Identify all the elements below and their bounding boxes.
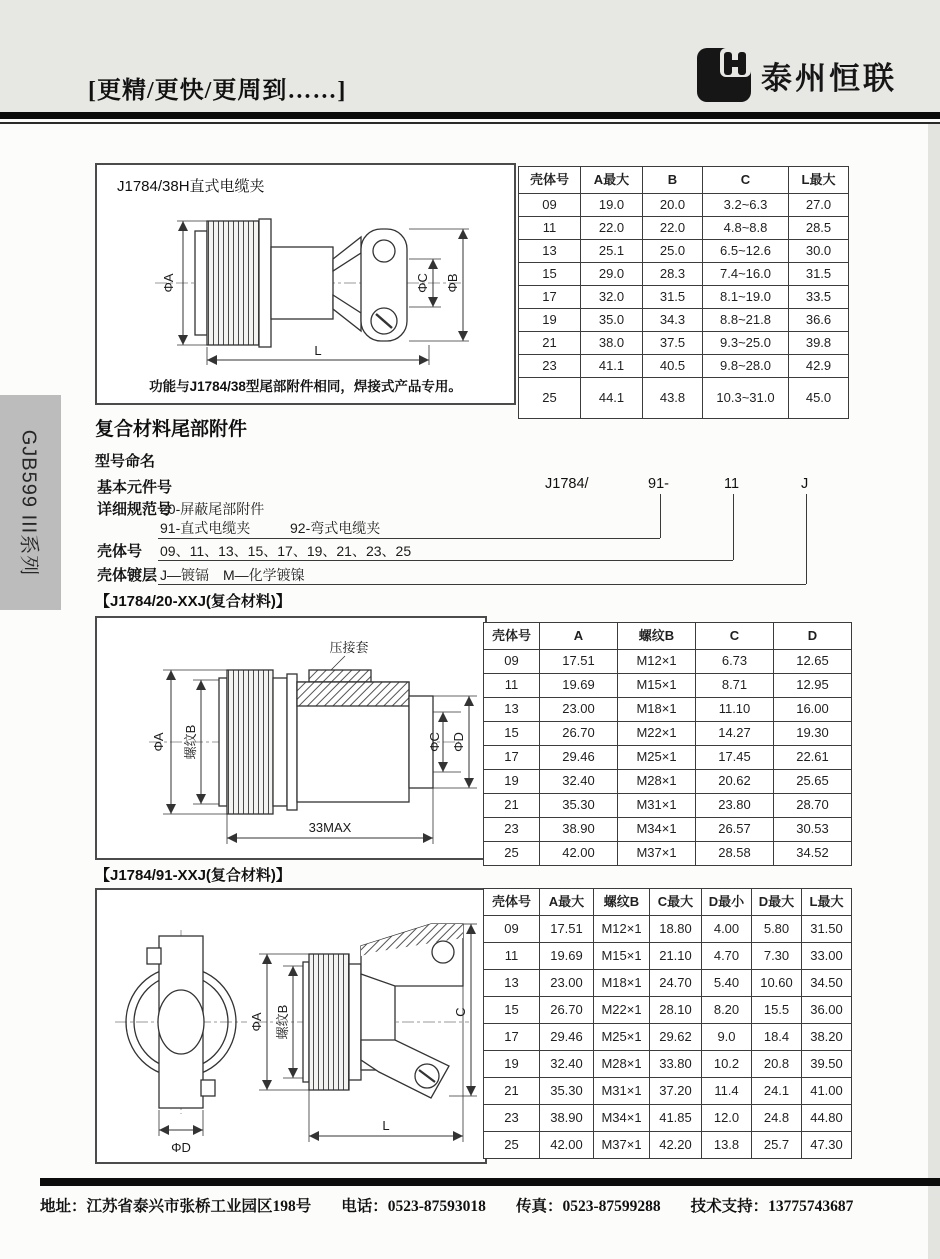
table-cell: 42.20	[650, 1132, 702, 1159]
table-cell: 11	[484, 674, 540, 698]
table-cell: 42.9	[789, 355, 849, 378]
table-cell: M31×1	[618, 794, 696, 818]
table-cell: 26.70	[540, 997, 594, 1024]
table-cell: 28.5	[789, 217, 849, 240]
table-cell: 23.00	[540, 698, 618, 722]
table-cell: M28×1	[594, 1051, 650, 1078]
dim-label-c: C	[453, 1007, 468, 1017]
leader-line-plating-vertical	[806, 494, 807, 584]
dim-label-thread-b: 螺纹B	[183, 724, 198, 760]
table-cell: 24.8	[752, 1105, 802, 1132]
table-cell: 8.71	[696, 674, 774, 698]
dim-label-l: L	[314, 343, 322, 358]
series-label: GJB599 III系列	[17, 429, 39, 576]
table-cell: 12.0	[702, 1105, 752, 1132]
table-cell: 16.00	[774, 698, 852, 722]
table-cell: M12×1	[594, 916, 650, 943]
table-cell: 9.0	[702, 1024, 752, 1051]
dim-label-phi-a: ΦA	[249, 1012, 264, 1032]
footer-tech-support: 技术支持：13775743687	[690, 1198, 854, 1215]
table-row	[484, 698, 852, 722]
table-cell: 9.8~28.0	[703, 355, 789, 378]
table-cell: 09	[484, 650, 540, 674]
table-row	[484, 650, 852, 674]
table-cell: 25	[484, 1132, 540, 1159]
dim-label-phi-b: ΦB	[445, 273, 460, 293]
table-row	[484, 970, 852, 997]
column-header: 壳体号	[484, 889, 540, 916]
column-header: L最大	[789, 167, 849, 194]
dim-label-phi-c: ΦC	[415, 273, 430, 293]
table-cell: 28.58	[696, 842, 774, 866]
table-cell: 19.69	[540, 674, 618, 698]
spec-option-92: 92-弯式电缆夹	[290, 520, 381, 536]
header-divider-line	[0, 122, 940, 124]
dim-label-phi-c: ΦC	[427, 732, 442, 752]
table-cell: 17.51	[540, 916, 594, 943]
table-cell: 20.0	[643, 194, 703, 217]
table-cell: 4.8~8.8	[703, 217, 789, 240]
table-cell: 09	[484, 916, 540, 943]
table-row	[484, 722, 852, 746]
table-cell: 10.3~31.0	[703, 378, 789, 419]
table-cell: 25.0	[643, 240, 703, 263]
table-cell: 25.65	[774, 770, 852, 794]
table-cell: 39.50	[802, 1051, 852, 1078]
table-cell: 36.6	[789, 309, 849, 332]
table-cell: 22.0	[643, 217, 703, 240]
table-cell: 37.20	[650, 1078, 702, 1105]
table-cell: 23	[519, 355, 581, 378]
table-cell: 44.80	[802, 1105, 852, 1132]
code-token-base: J1784/	[545, 476, 589, 492]
dim-label-thread-b: 螺纹B	[275, 1004, 290, 1040]
table-cell: 44.1	[581, 378, 643, 419]
column-header: 螺纹B	[618, 623, 696, 650]
table-cell: 17.51	[540, 650, 618, 674]
table-cell: 5.40	[702, 970, 752, 997]
table-cell: 27.0	[789, 194, 849, 217]
footer-contact-info	[40, 1194, 920, 1216]
table-cell: 19	[484, 770, 540, 794]
table-cell: 13	[484, 698, 540, 722]
table-cell: 32.0	[581, 286, 643, 309]
table-row	[519, 309, 849, 332]
table-cell: 14.27	[696, 722, 774, 746]
table-cell: 20.8	[752, 1051, 802, 1078]
table-cell: 37.5	[643, 332, 703, 355]
table-cell: 13.8	[702, 1132, 752, 1159]
table-cell: 15	[484, 722, 540, 746]
plating-values: J—镀镉 M—化学镀镍	[160, 567, 305, 583]
table-cell: 35.30	[540, 794, 618, 818]
column-header: A最大	[581, 167, 643, 194]
table-row	[484, 1024, 852, 1051]
footer-phone: 电话：0523-87593018	[341, 1198, 486, 1215]
table-cell: 17	[484, 1024, 540, 1051]
drawing-box-j1784-20	[95, 616, 487, 860]
column-header: D最大	[752, 889, 802, 916]
table-row	[519, 332, 849, 355]
column-header: L最大	[802, 889, 852, 916]
spec-option-91: 91-直式电缆夹	[160, 520, 251, 536]
table-cell: 26.57	[696, 818, 774, 842]
section-heading: 复合材料尾部附件	[95, 419, 248, 440]
table-cell: 8.8~21.8	[703, 309, 789, 332]
table-cell: 8.20	[702, 997, 752, 1024]
table-cell: 18.80	[650, 916, 702, 943]
table-cell: 17.45	[696, 746, 774, 770]
table-cell: 6.5~12.6	[703, 240, 789, 263]
table-cell: 13	[484, 970, 540, 997]
table-cell: 38.90	[540, 818, 618, 842]
leader-line-shell-vertical	[733, 494, 734, 560]
shielded-rear-accessory-drawing	[97, 618, 481, 854]
table-cell: 42.00	[540, 1132, 594, 1159]
table-cell: 32.40	[540, 1051, 594, 1078]
table-cell: 24.1	[752, 1078, 802, 1105]
table-cell: 5.80	[752, 916, 802, 943]
table-cell: 29.0	[581, 263, 643, 286]
column-header: 壳体号	[519, 167, 581, 194]
table-cell: 29.62	[650, 1024, 702, 1051]
table-cell: 22.61	[774, 746, 852, 770]
table-cell: 8.1~19.0	[703, 286, 789, 309]
column-header: C	[696, 623, 774, 650]
table-row	[519, 355, 849, 378]
table-cell: 33.80	[650, 1051, 702, 1078]
table-cell: 23	[484, 818, 540, 842]
table-row	[484, 770, 852, 794]
footer-address: 地址：江苏省泰兴市张桥工业园区198号	[40, 1198, 312, 1215]
table-row	[484, 794, 852, 818]
dim-label-phi-d: ΦD	[171, 1140, 191, 1155]
page-header	[0, 0, 940, 112]
column-header: C	[703, 167, 789, 194]
table-cell: 7.4~16.0	[703, 263, 789, 286]
footer-fax: 传真：0523-87599288	[515, 1198, 661, 1215]
table-cell: 41.85	[650, 1105, 702, 1132]
table-cell: 23.80	[696, 794, 774, 818]
table-cell: 3.2~6.3	[703, 194, 789, 217]
naming-label-plating: 壳体镀层	[97, 567, 158, 584]
table-cell: 41.1	[581, 355, 643, 378]
dimension-table-j1784-20	[483, 622, 852, 866]
table-cell: 15.5	[752, 997, 802, 1024]
table-cell: 25	[484, 842, 540, 866]
table-row	[484, 943, 852, 970]
dim-label-phi-a: ΦA	[151, 732, 166, 752]
table-row	[484, 1051, 852, 1078]
dim-label-33max: 33MAX	[308, 820, 352, 835]
table-cell: 17	[484, 746, 540, 770]
table-row	[484, 997, 852, 1024]
table-row	[519, 240, 849, 263]
table-cell: 21	[519, 332, 581, 355]
table-row	[484, 1105, 852, 1132]
table-cell: 10.2	[702, 1051, 752, 1078]
table-cell: 33.5	[789, 286, 849, 309]
table-row	[484, 674, 852, 698]
column-header: B	[643, 167, 703, 194]
section3-title: 【J1784/91-XXJ(复合材料)】	[95, 867, 291, 884]
table-cell: 40.5	[643, 355, 703, 378]
table-cell: 34.50	[802, 970, 852, 997]
table-cell: 45.0	[789, 378, 849, 419]
drawing-box-j1784-38h	[95, 163, 516, 405]
series-tab	[0, 395, 61, 610]
code-token-plating: J	[801, 476, 809, 492]
table-cell: 30.53	[774, 818, 852, 842]
naming-label-base: 基本元件号	[97, 479, 173, 496]
leader-line-plating	[158, 584, 806, 585]
table-cell: 19.0	[581, 194, 643, 217]
table-cell: 4.00	[702, 916, 752, 943]
table-cell: M18×1	[594, 970, 650, 997]
table-cell: 21	[484, 1078, 540, 1105]
table-cell: 11	[519, 217, 581, 240]
table-cell: 17	[519, 286, 581, 309]
straight-cable-clamp-side-view-drawing	[97, 197, 510, 369]
drawing-box-j1784-91	[95, 888, 487, 1164]
column-header: 螺纹B	[594, 889, 650, 916]
column-header: C最大	[650, 889, 702, 916]
column-header: D	[774, 623, 852, 650]
table-cell: 20.62	[696, 770, 774, 794]
leader-line-spec-vertical	[660, 494, 661, 538]
table-cell: 34.52	[774, 842, 852, 866]
table-cell: 21.10	[650, 943, 702, 970]
dim-label-phi-a: ΦA	[161, 273, 176, 293]
table-cell: 25.7	[752, 1132, 802, 1159]
table-row	[519, 217, 849, 240]
table-row	[484, 746, 852, 770]
table-cell: M12×1	[618, 650, 696, 674]
table-cell: 19	[484, 1051, 540, 1078]
table-row	[519, 263, 849, 286]
company-slogan: [更精/更快/更周到……]	[88, 78, 347, 104]
table-cell: 23	[484, 1105, 540, 1132]
table-cell: 28.70	[774, 794, 852, 818]
table-cell: 32.40	[540, 770, 618, 794]
table-cell: 12.65	[774, 650, 852, 674]
table-cell: 43.8	[643, 378, 703, 419]
table-cell: 31.5	[789, 263, 849, 286]
subsection-heading: 型号命名	[95, 453, 156, 470]
table-cell: 11.4	[702, 1078, 752, 1105]
table-cell: M37×1	[594, 1132, 650, 1159]
table-cell: 35.30	[540, 1078, 594, 1105]
table-cell: 19.30	[774, 722, 852, 746]
table-cell: 47.30	[802, 1132, 852, 1159]
dimension-table-j1784-91	[483, 888, 852, 1159]
table-cell: M31×1	[594, 1078, 650, 1105]
table-cell: 4.70	[702, 943, 752, 970]
table-cell: 34.3	[643, 309, 703, 332]
section2-title: 【J1784/20-XXJ(复合材料)】	[95, 593, 291, 610]
table-cell: 25	[519, 378, 581, 419]
table-cell: M25×1	[594, 1024, 650, 1051]
table-cell: 22.0	[581, 217, 643, 240]
table-cell: 41.00	[802, 1078, 852, 1105]
table-cell: 28.10	[650, 997, 702, 1024]
table-cell: M34×1	[594, 1105, 650, 1132]
table-cell: 19	[519, 309, 581, 332]
column-header: A最大	[540, 889, 594, 916]
dim-label-l: L	[382, 1118, 390, 1133]
table-cell: 28.3	[643, 263, 703, 286]
table-cell: 29.46	[540, 746, 618, 770]
table-cell: 36.00	[802, 997, 852, 1024]
table-row	[484, 916, 852, 943]
table-row	[519, 286, 849, 309]
table-cell: 30.0	[789, 240, 849, 263]
table-cell: 23.00	[540, 970, 594, 997]
table-cell: 33.00	[802, 943, 852, 970]
dimension-table-j1784-38h	[518, 166, 849, 419]
table-cell: M22×1	[618, 722, 696, 746]
lh-logo-icon	[697, 48, 751, 102]
table-cell: M28×1	[618, 770, 696, 794]
table-cell: M15×1	[594, 943, 650, 970]
table-cell: 38.90	[540, 1105, 594, 1132]
table-cell: 11	[484, 943, 540, 970]
table-cell: 18.4	[752, 1024, 802, 1051]
table-cell: M18×1	[618, 698, 696, 722]
table-cell: 42.00	[540, 842, 618, 866]
table-cell: M37×1	[618, 842, 696, 866]
drawing-title: J1784/38H直式电缆夹	[117, 178, 265, 195]
table-row	[484, 1132, 852, 1159]
drawing-caption: 功能与J1784/38型尾部附件相同，焊接式产品专用。	[149, 379, 462, 394]
table-cell: M34×1	[618, 818, 696, 842]
table-cell: 6.73	[696, 650, 774, 674]
code-token-shell: 11	[724, 476, 740, 492]
table-cell: 38.20	[802, 1024, 852, 1051]
table-cell: 7.30	[752, 943, 802, 970]
table-row	[519, 194, 849, 217]
code-token-spec: 91-	[648, 476, 669, 492]
table-cell: 15	[484, 997, 540, 1024]
company-logo	[697, 48, 897, 102]
table-cell: 39.8	[789, 332, 849, 355]
table-cell: M25×1	[618, 746, 696, 770]
table-cell: M22×1	[594, 997, 650, 1024]
shell-size-values: 09、11、13、15、17、19、21、23、25	[160, 543, 412, 559]
table-cell: 35.0	[581, 309, 643, 332]
table-row	[484, 818, 852, 842]
naming-label-spec: 详细规范号	[97, 501, 173, 518]
dim-label-phi-d: ΦD	[451, 732, 466, 752]
table-cell: 25.1	[581, 240, 643, 263]
table-row	[484, 1078, 852, 1105]
column-header: D最小	[702, 889, 752, 916]
straight-cable-clamp-two-view-drawing	[97, 890, 481, 1158]
table-cell: 29.46	[540, 1024, 594, 1051]
table-cell: 21	[484, 794, 540, 818]
table-cell: 9.3~25.0	[703, 332, 789, 355]
table-row	[519, 378, 849, 419]
naming-label-shell: 壳体号	[97, 543, 143, 560]
column-header: A	[540, 623, 618, 650]
table-cell: 10.60	[752, 970, 802, 997]
table-cell: 13	[519, 240, 581, 263]
header-divider-bar	[0, 112, 940, 119]
page-edge-shade	[928, 124, 940, 1259]
table-cell: 12.95	[774, 674, 852, 698]
table-cell: 19.69	[540, 943, 594, 970]
leader-line-spec	[158, 538, 660, 539]
spec-option-20: 20-屏蔽尾部附件	[160, 501, 265, 517]
table-cell: 31.50	[802, 916, 852, 943]
table-cell: 26.70	[540, 722, 618, 746]
crimp-sleeve-label: 压接套	[329, 640, 369, 655]
column-header: 壳体号	[484, 623, 540, 650]
table-row	[484, 842, 852, 866]
table-cell: 11.10	[696, 698, 774, 722]
table-cell: 31.5	[643, 286, 703, 309]
table-cell: 09	[519, 194, 581, 217]
table-cell: 38.0	[581, 332, 643, 355]
table-cell: 24.70	[650, 970, 702, 997]
leader-line-shell	[158, 560, 733, 561]
company-name: 泰州恒联	[761, 60, 897, 96]
table-cell: M15×1	[618, 674, 696, 698]
table-cell: 15	[519, 263, 581, 286]
footer-divider-bar	[40, 1178, 940, 1186]
